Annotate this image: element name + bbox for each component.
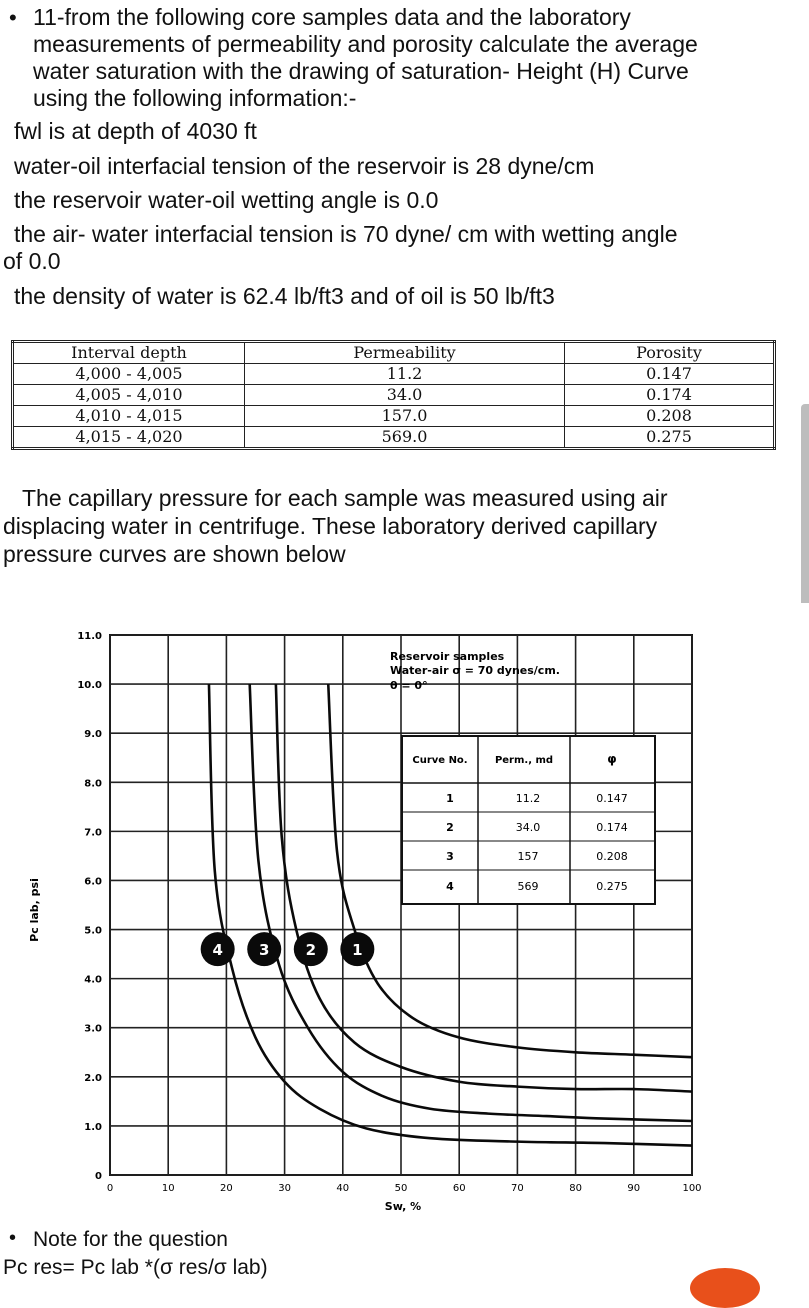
legend-cell: 0.174	[596, 821, 628, 834]
x-tick-label: 50	[394, 1183, 408, 1194]
chart-title: Reservoir samples	[390, 650, 505, 663]
capillary-pressure-chart	[0, 603, 809, 1223]
header-interval-depth: Interval depth	[13, 342, 245, 364]
y-tick-label: 8.0	[84, 778, 102, 790]
curve-marker-label: 2	[305, 941, 317, 960]
x-tick-label: 20	[220, 1183, 233, 1194]
wetting-angle-line: the reservoir water-oil wetting angle is 0.0	[14, 187, 439, 213]
question-bullet: •	[9, 5, 17, 30]
cell-depth: 4,005 - 4,010	[13, 385, 245, 406]
y-tick-label: 0	[95, 1171, 102, 1182]
chart-svg	[0, 603, 809, 1223]
cell-porosity: 0.275	[565, 427, 775, 449]
chart-annotation-sigma: Water-air σ = 70 dynes/cm.	[390, 664, 560, 677]
y-tick-label: 7.0	[84, 827, 102, 839]
x-tick-label: 70	[511, 1183, 524, 1194]
x-tick-label: 40	[336, 1183, 350, 1194]
cell-porosity: 0.174	[565, 385, 775, 406]
chart-legend-table	[402, 736, 655, 904]
note-bullet: •	[9, 1227, 17, 1249]
legend-cell: 569	[517, 880, 539, 893]
chart-y-label: Pc lab, psi	[28, 878, 41, 942]
y-tick-label: 3.0	[84, 1023, 102, 1035]
question-line-3: water saturation with the drawing of saturation- Height (H) Curve	[33, 58, 689, 84]
ift-air-line-a: the air- water interfacial tension is 70 dyne/ cm with wetting angle	[14, 221, 678, 247]
y-tick-label: 2.0	[84, 1072, 102, 1084]
y-tick-label: 1.0	[84, 1121, 102, 1133]
curve-marker-label: 3	[259, 941, 270, 960]
curve-marker-label: 4	[212, 941, 223, 960]
density-line: the density of water is 62.4 lb/ft3 and of oil is 50 lb/ft3	[14, 283, 555, 309]
chart-annotation-theta: θ = 0°	[390, 679, 428, 692]
chart-x-label: Sw, %	[384, 1200, 422, 1213]
legend-cell: 0.147	[596, 792, 628, 805]
ift-reservoir-line: water-oil interfacial tension of the reservoir is 28 dyne/cm	[14, 153, 595, 179]
table-row	[13, 385, 775, 406]
x-tick-label: 80	[569, 1183, 582, 1194]
x-tick-label: 100	[682, 1183, 702, 1194]
ift-air-line-b: of 0.0	[3, 248, 61, 274]
y-tick-label: 9.0	[84, 729, 102, 741]
question-line-1: 11-from the following core samples data and the laboratory	[33, 4, 631, 30]
table-row	[13, 427, 775, 449]
x-tick-label: 30	[278, 1183, 291, 1194]
cell-depth: 4,010 - 4,015	[13, 406, 245, 427]
cell-permeability: 34.0	[245, 385, 565, 406]
cell-depth: 4,000 - 4,005	[13, 364, 245, 385]
note-formula: Pc res= Pc lab *(σ res/σ lab)	[3, 1256, 268, 1279]
y-tick-label: 10.0	[77, 680, 102, 692]
legend-cell: 157	[517, 850, 539, 863]
y-tick-label: 6.0	[84, 876, 102, 888]
note-title: Note for the question	[33, 1228, 228, 1251]
y-tick-label: 4.0	[84, 974, 102, 986]
capillary-line-2: displacing water in centrifuge. These laboratory derived capillary	[3, 513, 658, 539]
cell-permeability: 569.0	[245, 427, 565, 449]
header-porosity: Porosity	[565, 342, 775, 364]
legend-cell: 3	[446, 850, 454, 863]
curve-marker-label: 1	[352, 941, 363, 960]
fwl-line: fwl is at depth of 4030 ft	[14, 118, 257, 144]
core-data-table	[11, 340, 776, 450]
legend-cell: 4	[446, 880, 454, 893]
legend-cell: 1	[446, 792, 454, 805]
x-tick-label: 0	[106, 1183, 114, 1194]
x-tick-label: 60	[452, 1183, 466, 1194]
y-tick-label: 5.0	[84, 925, 102, 937]
legend-header-curve: Curve No.	[412, 755, 468, 766]
cell-depth: 4,015 - 4,020	[13, 427, 245, 449]
capillary-line-3: pressure curves are shown below	[3, 541, 346, 567]
cell-porosity: 0.147	[565, 364, 775, 385]
table-header-row	[13, 342, 775, 364]
y-tick-label: 11.0	[77, 631, 102, 642]
x-tick-label: 90	[627, 1183, 641, 1194]
legend-header-perm: Perm., md	[494, 755, 554, 766]
capillary-line-1: The capillary pressure for each sample was measured using air	[22, 485, 668, 511]
table-row	[13, 406, 775, 427]
question-line-4: using the following information:-	[33, 85, 357, 111]
cell-permeability: 157.0	[245, 406, 565, 427]
legend-cell: 2	[446, 821, 454, 834]
header-permeability: Permeability	[245, 342, 565, 364]
cell-porosity: 0.208	[565, 406, 775, 427]
question-line-2: measurements of permeability and porosity calculate the average	[33, 31, 698, 57]
table-row	[13, 364, 775, 385]
x-tick-label: 10	[161, 1183, 175, 1194]
legend-cell: 0.275	[596, 880, 628, 893]
legend-cell: 34.0	[515, 821, 541, 834]
legend-cell: 0.208	[596, 850, 628, 863]
cell-permeability: 11.2	[245, 364, 565, 385]
legend-cell: 11.2	[515, 792, 541, 805]
floating-action-bubble[interactable]	[690, 1268, 760, 1308]
legend-header-porosity: φ	[607, 752, 617, 766]
note-area	[0, 1223, 809, 1280]
